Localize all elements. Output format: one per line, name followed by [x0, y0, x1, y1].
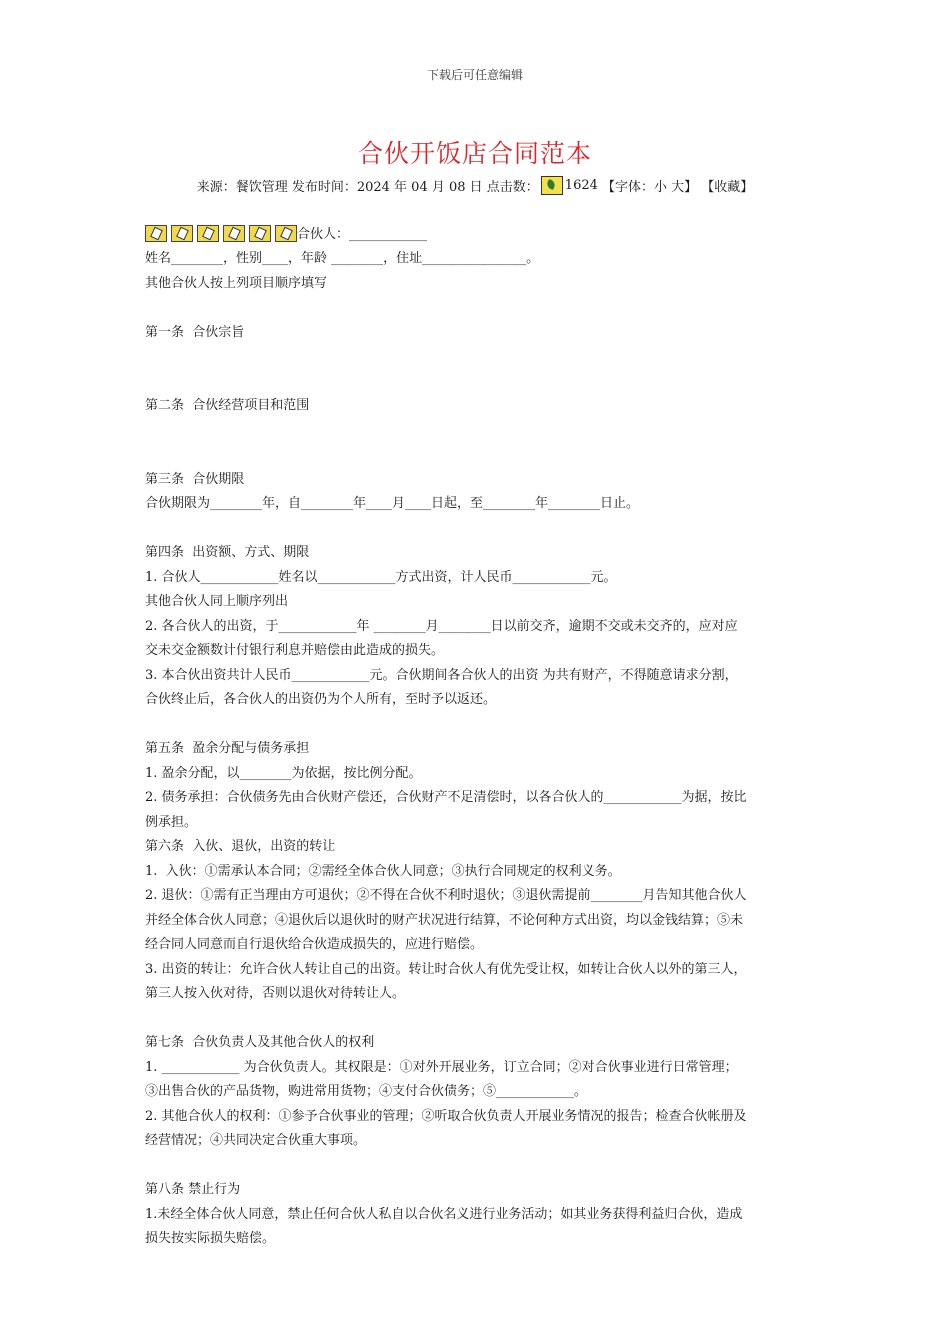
clause-line: 例承担。 [145, 814, 198, 830]
clause-line: 第六条 入伙、退伙，出资的转让 [145, 839, 336, 855]
clause-line: 1. 盈余分配，以________为依据，按比例分配。 [145, 765, 422, 781]
clause-line: 第五条 盈余分配与债务承担 [145, 741, 310, 757]
blank-line [145, 443, 810, 468]
header-note: 下载后可任意编辑 [426, 68, 523, 82]
partner-details-line: 姓名________，性别____，年龄 ________，住址________________。 [145, 251, 540, 267]
contract-body [145, 222, 810, 1252]
doc-icon [145, 225, 167, 242]
clause-line: 合伙期限为________年，自________年____月____日起，至________年________日止。 [145, 496, 640, 512]
blank-line [145, 713, 810, 738]
clause-line: 2. 债务承担：合伙债务先由合伙财产偿还，合伙财产不足清偿时，以各合伙人的____________为据，按比 [145, 790, 747, 806]
clause-line: 第三人按入伙对待，否则以退伙对待转让人。 [145, 986, 406, 1002]
other-partners-note: 其他合伙人按上列项目顺序填写 [145, 275, 328, 291]
doc-icon [171, 225, 193, 242]
contract-clauses [145, 296, 810, 1252]
clause-line: 2. 其他合伙人的权利：①参予合伙事业的管理；②听取合伙负责人开展业务情况的报告；检查合伙帐册及 [145, 1108, 747, 1124]
clause-line: 第二条 合伙经营项目和范围 [145, 398, 310, 414]
blank-line [145, 296, 810, 321]
clause-line: 经营情况；④共同决定合伙重大事项。 [145, 1133, 367, 1149]
blank-line [145, 370, 810, 395]
clause-line: 1. 合伙人____________姓名以____________方式出资，计人民币____________元。 [145, 569, 617, 585]
clause-line: ③出售合伙的产品货物，购进常用货物；④支付合伙债务；⑤____________。 [145, 1084, 588, 1100]
doc-icon [275, 225, 297, 242]
blank-line [145, 419, 810, 444]
blank-line [145, 517, 810, 542]
blank-line [145, 1154, 810, 1179]
clause-line: 3. 本合伙出资共计人民币____________元。合伙期间各合伙人的出资 为共有财产，不得随意请求分割， [145, 667, 738, 683]
blank-line [145, 345, 810, 370]
clause-line: 第四条 出资额、方式、期限 [145, 545, 310, 561]
counter-icon [541, 176, 563, 195]
font-size-and-favorite-links[interactable]: 【字体：小 大】 【收藏】 [597, 180, 754, 195]
partner-label: 合伙人：____________ [297, 226, 428, 242]
clause-line: 损失按实际损失赔偿。 [145, 1231, 276, 1247]
clause-line: 第七条 合伙负责人及其他合伙人的权利 [145, 1035, 375, 1051]
document-title: 合伙开饭店合同范本 [357, 139, 592, 168]
clause-line: 第八条 禁止行为 [145, 1182, 241, 1198]
clause-line: 1. ____________ 为合伙负责人。其权限是：①对外开展业务，订立合同；②对合伙事业进行日常管理； [145, 1059, 738, 1075]
clause-line: 1.未经全体合伙人同意，禁止任何合伙人私自以合伙名义进行业务活动；如其业务获得利益归合伙，造成 [145, 1206, 743, 1222]
clause-line: 经合同人同意而自行退伙给合伙造成损失的，应进行赔偿。 [145, 937, 484, 953]
clause-line: 2. 各合伙人的出资，于____________年 ________月________日以前交齐，逾期不交或未交齐的，应对应 [145, 618, 738, 634]
meta-source-date-hits-label: 来源：餐饮管理 发布时间：2024 年 04 月 08 日 点击数： [196, 180, 539, 195]
clause-line: 2. 退伙：①需有正当理由方可退伙；②不得在合伙不利时退伙；③退伙需提前________月告知其他合伙人 [145, 888, 747, 904]
clause-line: 3. 出资的转让：允许合伙人转让自己的出资。转让时合伙人有优先受让权，如转让合伙人以外的第三人， [145, 961, 747, 977]
clause-line: 第一条 合伙宗旨 [145, 324, 245, 340]
clause-line: 第三条 合伙期限 [145, 471, 245, 487]
clause-line: 并经全体合伙人同意；④退伙后以退伙时的财产状况进行结算，不论何种方式出资，均以金钱结算；⑤未 [145, 912, 744, 928]
clause-line: 交未交金额数计付银行利息并赔偿由此造成的损失。 [145, 643, 445, 659]
doc-icon [249, 225, 271, 242]
meta-line [0, 176, 950, 195]
hits-count: 1624 [564, 178, 598, 193]
blank-line [145, 1007, 810, 1032]
doc-icon [223, 225, 245, 242]
clause-line: 合伙终止后，各合伙人的出资仍为个人所有，至时予以返还。 [145, 692, 497, 708]
doc-icon [197, 225, 219, 242]
partner-line [145, 222, 810, 247]
icon-row [145, 222, 297, 247]
clause-line: 1. 入伙：①需承认本合同；②需经全体合伙人同意；③执行合同规定的权利义务。 [145, 863, 621, 879]
clause-line: 其他合伙人同上顺序列出 [145, 594, 289, 610]
